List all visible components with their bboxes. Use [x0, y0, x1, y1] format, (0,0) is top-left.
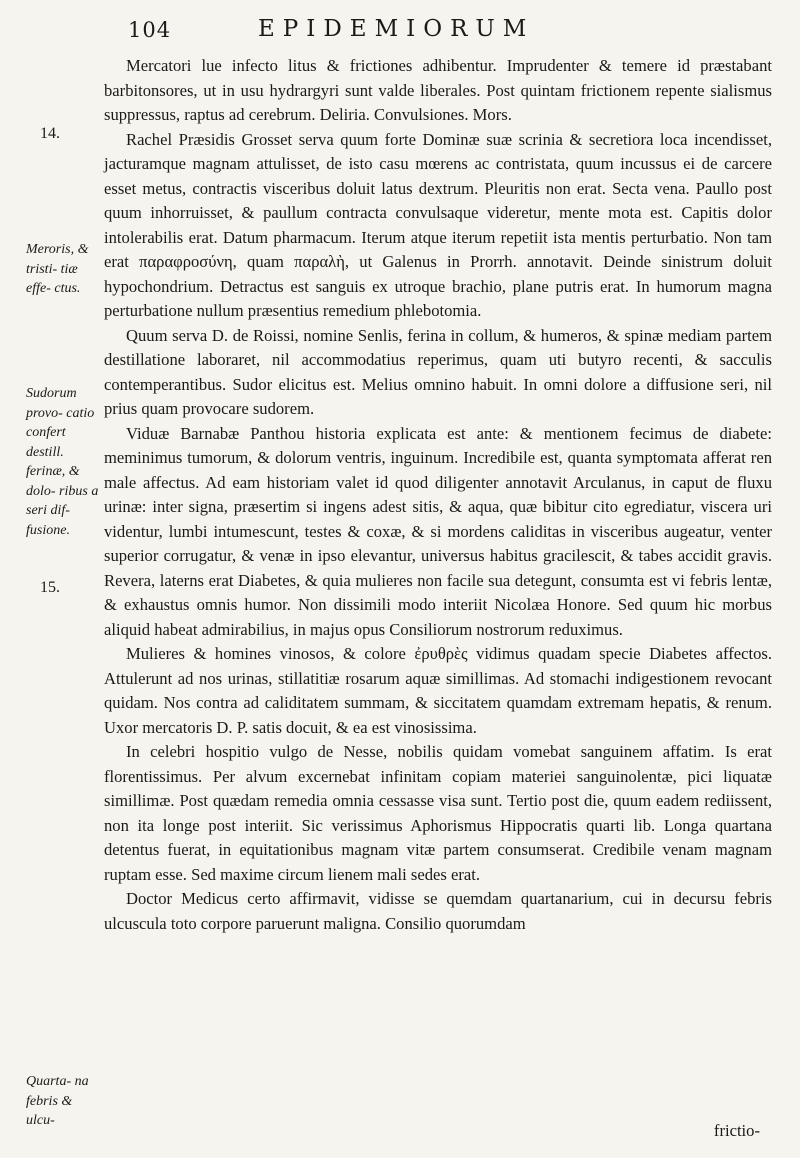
margin-note-sweat: Sudorum provo- catio confert destill. ferinæ, & dolo- ribus a seri dif- fusione. [26, 386, 99, 538]
margin-note-sorrow: Meroris, & tristi- tiæ effe- ctus. [26, 242, 89, 296]
margin-note-number-15: 15. [40, 579, 60, 596]
paragraph-quartan: Doctor Medicus certo affirmavit, vidisse se quemdam quartanarium, cui in decursu febris ulcuscula toto corpore paruerunt maligna. Consilio quorumdam [104, 889, 772, 933]
running-head: EPIDEMIORUM [258, 16, 535, 42]
margin-note-quartan-fever: Quarta- na febris & ulcu- [26, 1074, 89, 1128]
paragraph-nesse: In celebri hospitio vulgo de Nesse, nobilis quidam vomebat sanguinem affatim. Is erat florentissimus. Per alvum excernebat infinitam copiam materiei sanguinolentæ, pici liquatæ simillimæ. Post quædam remedia omnia cessasse visa sunt. Tertio post die, quum eadem rediissent, non ita longe post interiit. Sic verissimus Aphorismus Hippocratis quarti lib. Longa quartana detentus fuerat, in equitationibus magnam vitæ partem consumserat. Credibile venam magnam ruptam esse. Sed maxime circum lienem mali sedes erat. [104, 742, 772, 884]
paragraph-diabetes: Mulieres & homines vinosos, & colore ἐρυθρὲς vidimus quadam specie Diabetes affectos. Attulerunt ad nos urinas, stillatitiæ rosarum aquæ simillimas. Ad stomachi indigestionem revocant quidam. Nos contra ad caliditatem summam, & siccitatem quamdam extremam hepatis, & renum. Uxor mercatoris D. P. satis docuit, & ea est vinosissima. [104, 644, 772, 737]
paragraph-senlis: Quum serva D. de Roissi, nomine Senlis, ferina in collum, & humeros, & spinæ mediam partem destillatione laboraret, nil accommodatius reperimus, quam uti butyro recenti, & sacculis contemperantibus. Sudor elicitus est. Melius omnino habuit. In omni dolore a diffusione seri, nil prius quam provocare sudorem. [104, 325, 772, 418]
catchword: frictio- [713, 1121, 760, 1140]
paragraph-panthou: Viduæ Barnabæ Panthou historia explicata est ante: & mentionem fecimus de diabete: meminimus tumorum, & dolorum ventris, inguinum. Incredibile est, quanta symptomata afferat ren male affectus. Ad eam historiam valet id quod diligenter annotavit Arculanus, in caput de fluxu urinæ: inter signa, præsertim si ingens adest sitis, & aqua, quæ bibitur cito egrediatur, viscera uri videntur, lumbi intumescunt, testes & coxæ, & si mordens caliditas in visceribus augeatur, venter superior corrugatur, & venæ in ipso elevantur, universus habitus gracilescit, & tabes accidit gravis. Revera, laterns erat Diabetes, & quia mulieres non facile sua detegunt, consumta est vi febris lentæ, & exhaustus omnis humor. Non dissimili modo interiit Nicolæa Honore. Sed quum hic morbus aliquid habeat admirabilius, in majus opus Consiliorum nostrorum reduximus. [104, 423, 772, 639]
margin-column [0, 0, 100, 1158]
page-number: 104 [128, 18, 172, 42]
paragraph-mercator: Mercatori lue infecto litus & frictiones adhibentur. Imprudenter & temere id præstabant barbitonsores, ut in usu hydrargyri sunt valde liberales. Post quintam frictionem repente sialismus suppressus, raptus ad cerebrum. Deliria. Convulsiones. Mors. [104, 56, 772, 124]
page-header [128, 14, 648, 44]
main-text [104, 54, 772, 936]
paragraph-rachel: Rachel Præsidis Grosset serva quum forte Dominæ suæ scrinia & secretiora loca incendisset, jacturamque magnam attulisset, de isto casu mœrens ac contristata, quum incussus ei de carcere esset metus, contractis visceribus doluit latus dextrum. Pleuritis non erat. Secta vena. Paullo post quum inhorruisset, & paullum contracta convulsaque videretur, mente mota est. Capitis dolor intolerabilis erat. Datum pharmacum. Iterum atque iterum repetiit ista mentis perturbatio. Non tam erat παραφροσύνη, quam παραλὴ, ut Galenus in Prorrh. annotavit. Deinde sinistrum doluit hypochondrium. Detractus est sanguis ex utroque brachio, plane putris erat. In humorum magna perturbatione nullum præsentius remedium phlebotomia. [104, 129, 772, 320]
margin-note-number-14: 14. [40, 125, 60, 142]
